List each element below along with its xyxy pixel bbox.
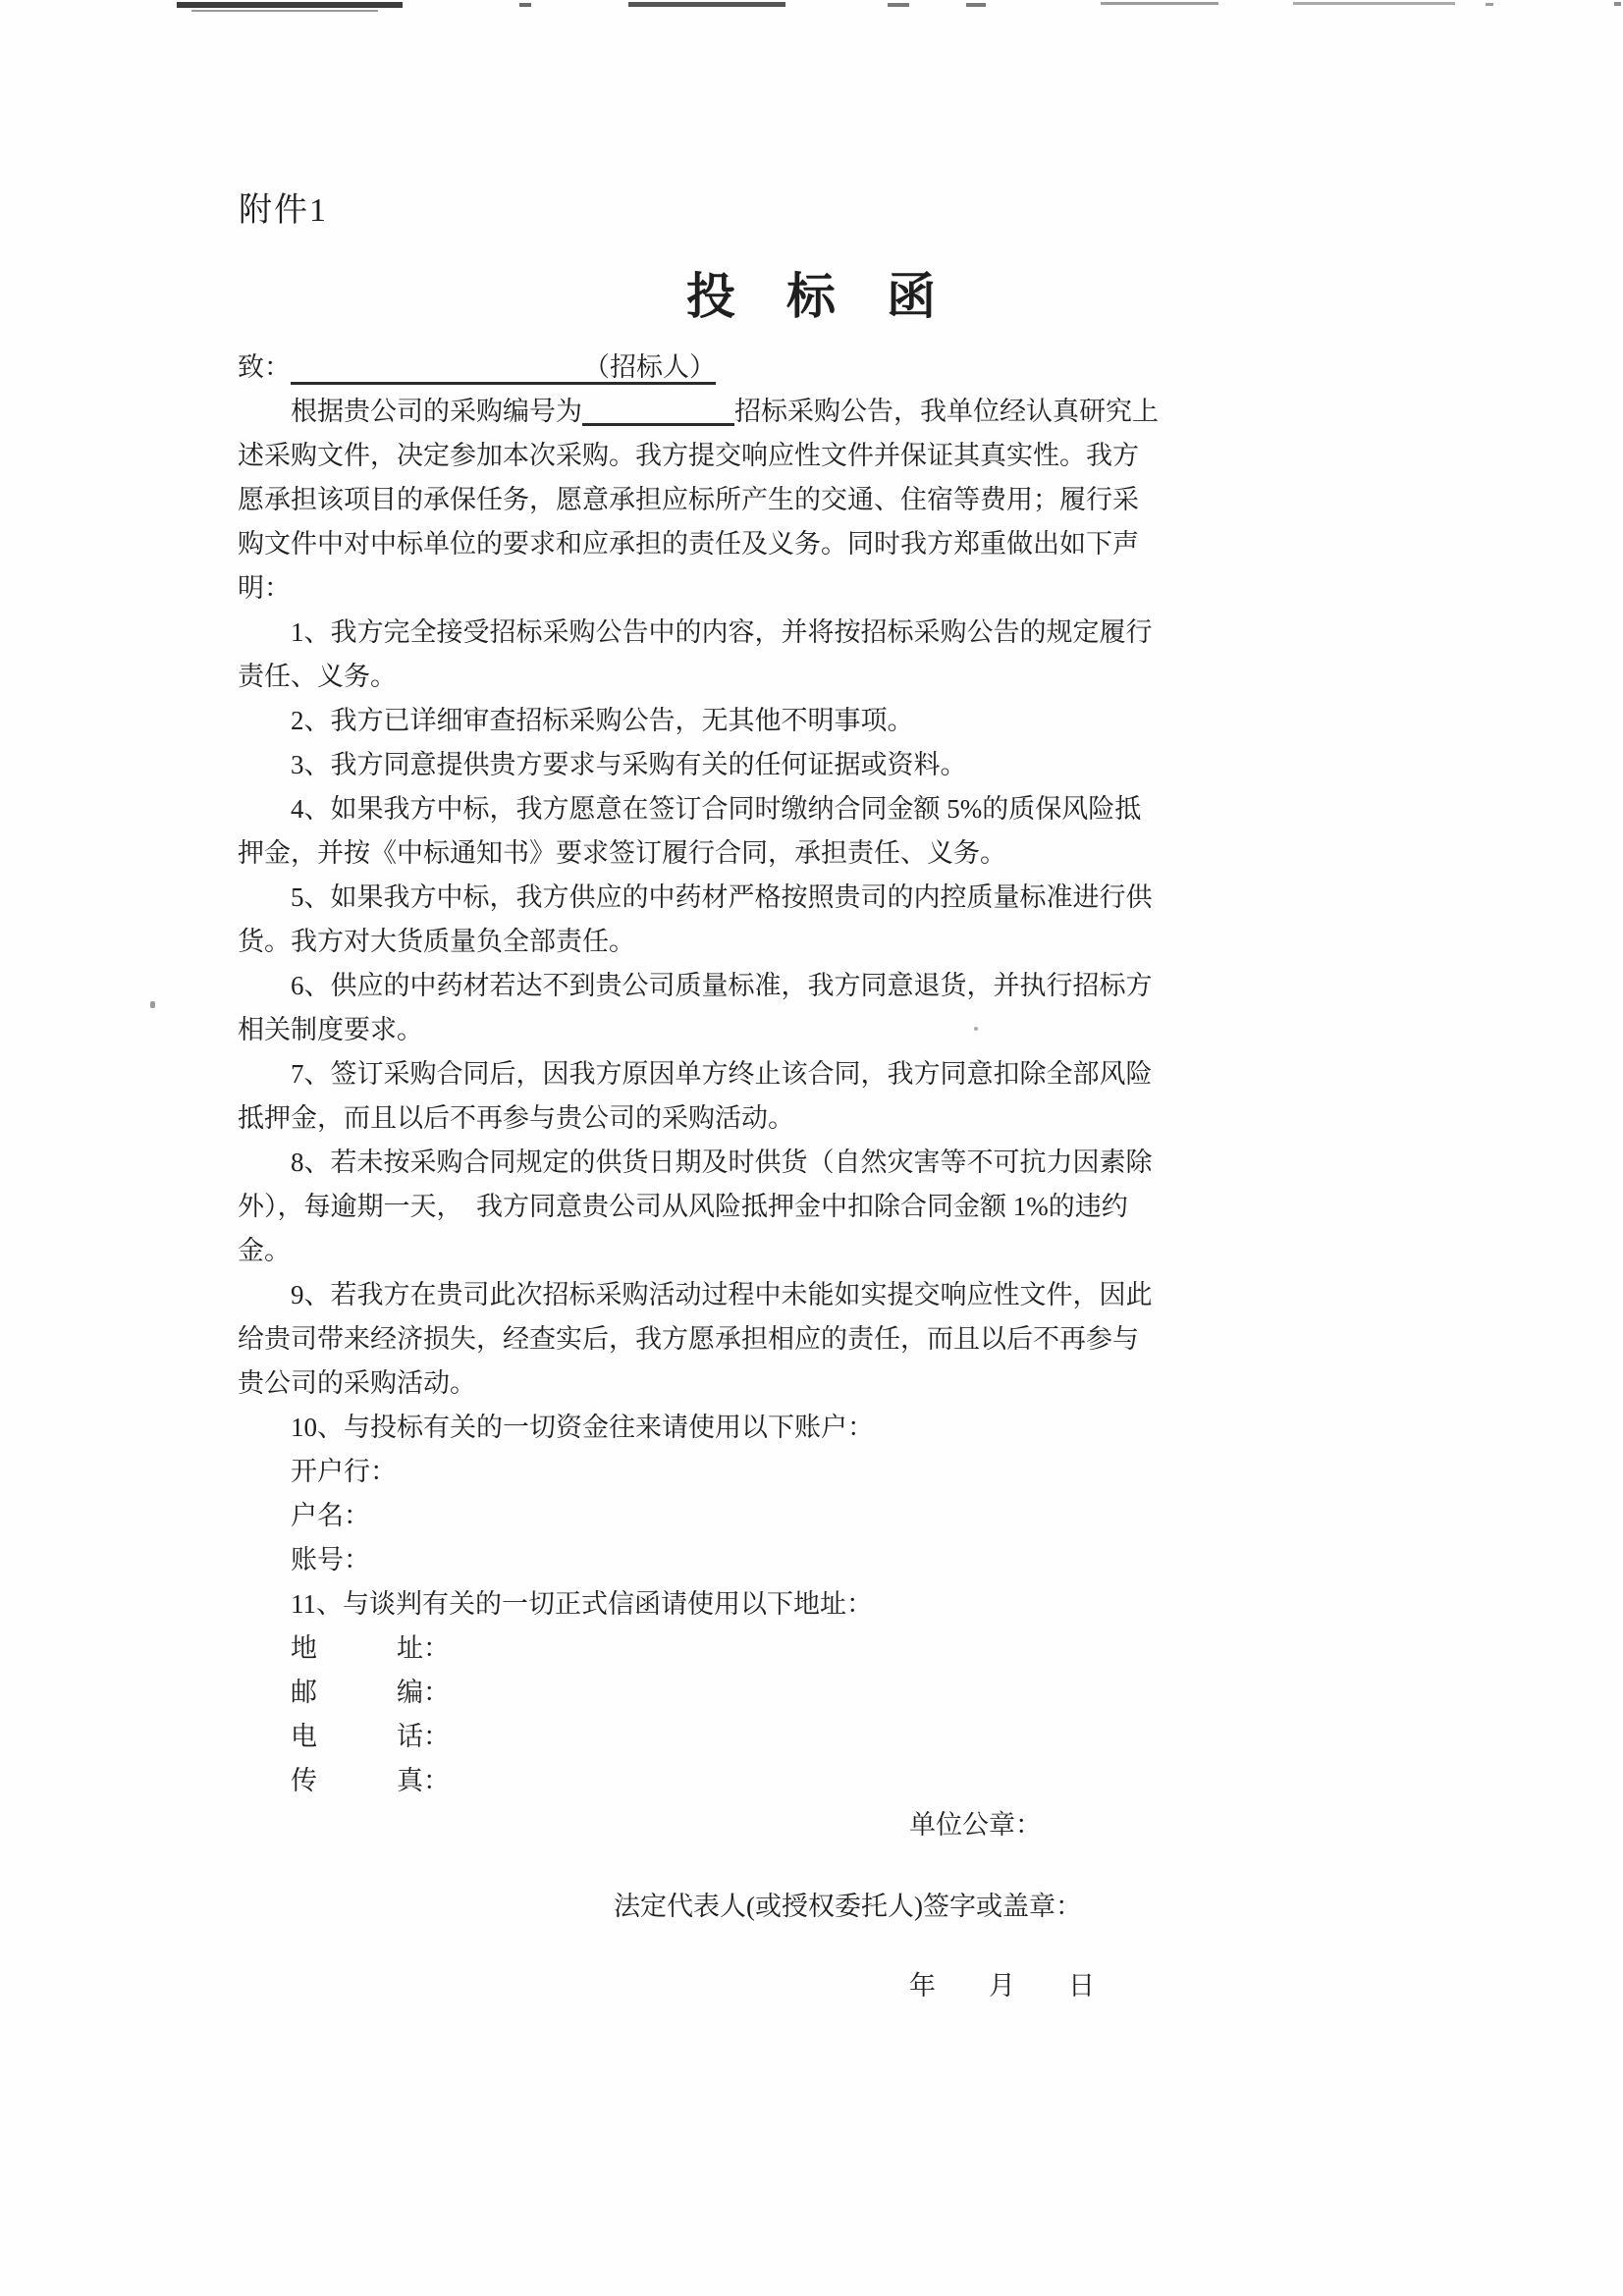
scan-artifact: [177, 2, 403, 8]
declaration-line: 7、签订采购合同后，因我方原因单方终止该合同，我方同意扣除全部风险: [291, 1059, 1153, 1089]
declaration-line: 责任、义务。: [238, 662, 397, 691]
declaration-line: 1、我方完全接受招标采购公告中的内容，并将按招标采购公告的规定履行: [291, 617, 1153, 647]
address-field-label: 地 址：: [291, 1633, 450, 1663]
declaration-line: 给贵司带来经济损失，经查实后，我方愿承担相应的责任，而且以后不再参与: [238, 1324, 1139, 1354]
scan-artifact: [888, 3, 909, 7]
document-body: [238, 346, 1180, 2008]
account-holder-field-label: 户名：: [291, 1501, 370, 1530]
address-section-heading: 11、与谈判有关的一切正式信函请使用以下地址：: [291, 1589, 873, 1619]
intro-line: 购文件中对中标单位的要求和应承担的责任及义务。同时我方郑重做出如下声: [238, 529, 1139, 559]
intro-line: 述采购文件，决定参加本次采购。我方提交响应性文件并保证其真实性。我方: [238, 441, 1139, 470]
addressee-underline: [291, 352, 716, 385]
date-label: 年 月 日: [909, 1971, 1095, 2001]
scan-artifact: [1614, 2, 1621, 6]
salutation-prefix: 致：: [238, 352, 291, 382]
declaration-line: 5、如果我方中标，我方供应的中药材严格按照贵司的内控质量标准进行供: [291, 882, 1153, 912]
declaration-line: 抵押金，而且以后不再参与贵公司的采购活动。: [238, 1103, 794, 1133]
scan-artifact: [150, 1001, 155, 1008]
procurement-number-blank-field: [582, 394, 734, 426]
declaration-line: 6、供应的中药材若达不到贵公司质量标准，我方同意退货，并执行招标方: [291, 971, 1153, 1000]
salutation-line: [238, 346, 1180, 390]
blank-fill-field: [291, 374, 583, 376]
scan-artifact: [628, 2, 785, 7]
phone-field-label: 电 话：: [291, 1722, 450, 1751]
bank-name-field-label: 开户行：: [291, 1457, 397, 1486]
fax-field-label: 传 真：: [291, 1766, 450, 1795]
attachment-label: 附件1: [239, 192, 328, 229]
declaration-line: 外），每逾期一天， 我方同意贵公司从风险抵押金中扣除合同金额 1%的违约: [238, 1192, 1128, 1221]
scan-artifact: [1486, 3, 1493, 6]
postcode-field-label: 邮 编：: [291, 1678, 450, 1707]
intro-line: 明：: [238, 573, 291, 603]
declaration-line: 2、我方已详细审查招标采购公告，无其他不明事项。: [291, 706, 914, 735]
declaration-line: 金。: [238, 1236, 291, 1265]
intro-text-pre: 根据贵公司的采购编号为: [291, 397, 582, 426]
declaration-line: 货。我方对大货质量负全部责任。: [238, 927, 635, 956]
declaration-line: 3、我方同意提供贵方要求与采购有关的任何证据或资料。: [291, 750, 967, 779]
legal-representative-signature-label: 法定代表人(或授权委托人)签字或盖章：: [614, 1892, 1082, 1921]
intro-line: 愿承担该项目的承保任务，愿意承担应标所产生的交通、住宿等费用；履行采: [238, 485, 1139, 514]
addressee-label: （招标人）: [583, 352, 716, 382]
declaration-line: 押金，并按《中标通知书》要求签订履行合同，承担责任、义务。: [238, 838, 1006, 868]
declaration-line: 贵公司的采购活动。: [238, 1368, 476, 1398]
intro-text-post: 招标采购公告，我单位经认真研究上: [734, 397, 1159, 426]
scan-artifact: [966, 3, 986, 7]
declaration-line: 4、如果我方中标，我方愿意在签订合同时缴纳合同金额 5%的质保风险抵: [291, 794, 1142, 824]
declaration-line: 8、若未按采购合同规定的供货日期及时供货（自然灾害等不可抗力因素除: [291, 1148, 1153, 1177]
scan-artifact: [1101, 2, 1218, 5]
account-section-heading: 10、与投标有关的一切资金往来请使用以下账户：: [291, 1413, 874, 1442]
scan-artifact: [519, 3, 531, 7]
declaration-line: 9、若我方在贵司此次招标采购活动过程中未能如实提交响应性文件，因此: [291, 1280, 1153, 1309]
page-title: 投 标 函: [686, 269, 937, 324]
scan-artifact: [1293, 2, 1455, 5]
declaration-line: 相关制度要求。: [238, 1015, 423, 1044]
intro-line: [238, 390, 1180, 434]
scan-artifact: [191, 10, 378, 12]
account-number-field-label: 账号：: [291, 1545, 370, 1575]
company-seal-label: 单位公章：: [909, 1810, 1042, 1840]
